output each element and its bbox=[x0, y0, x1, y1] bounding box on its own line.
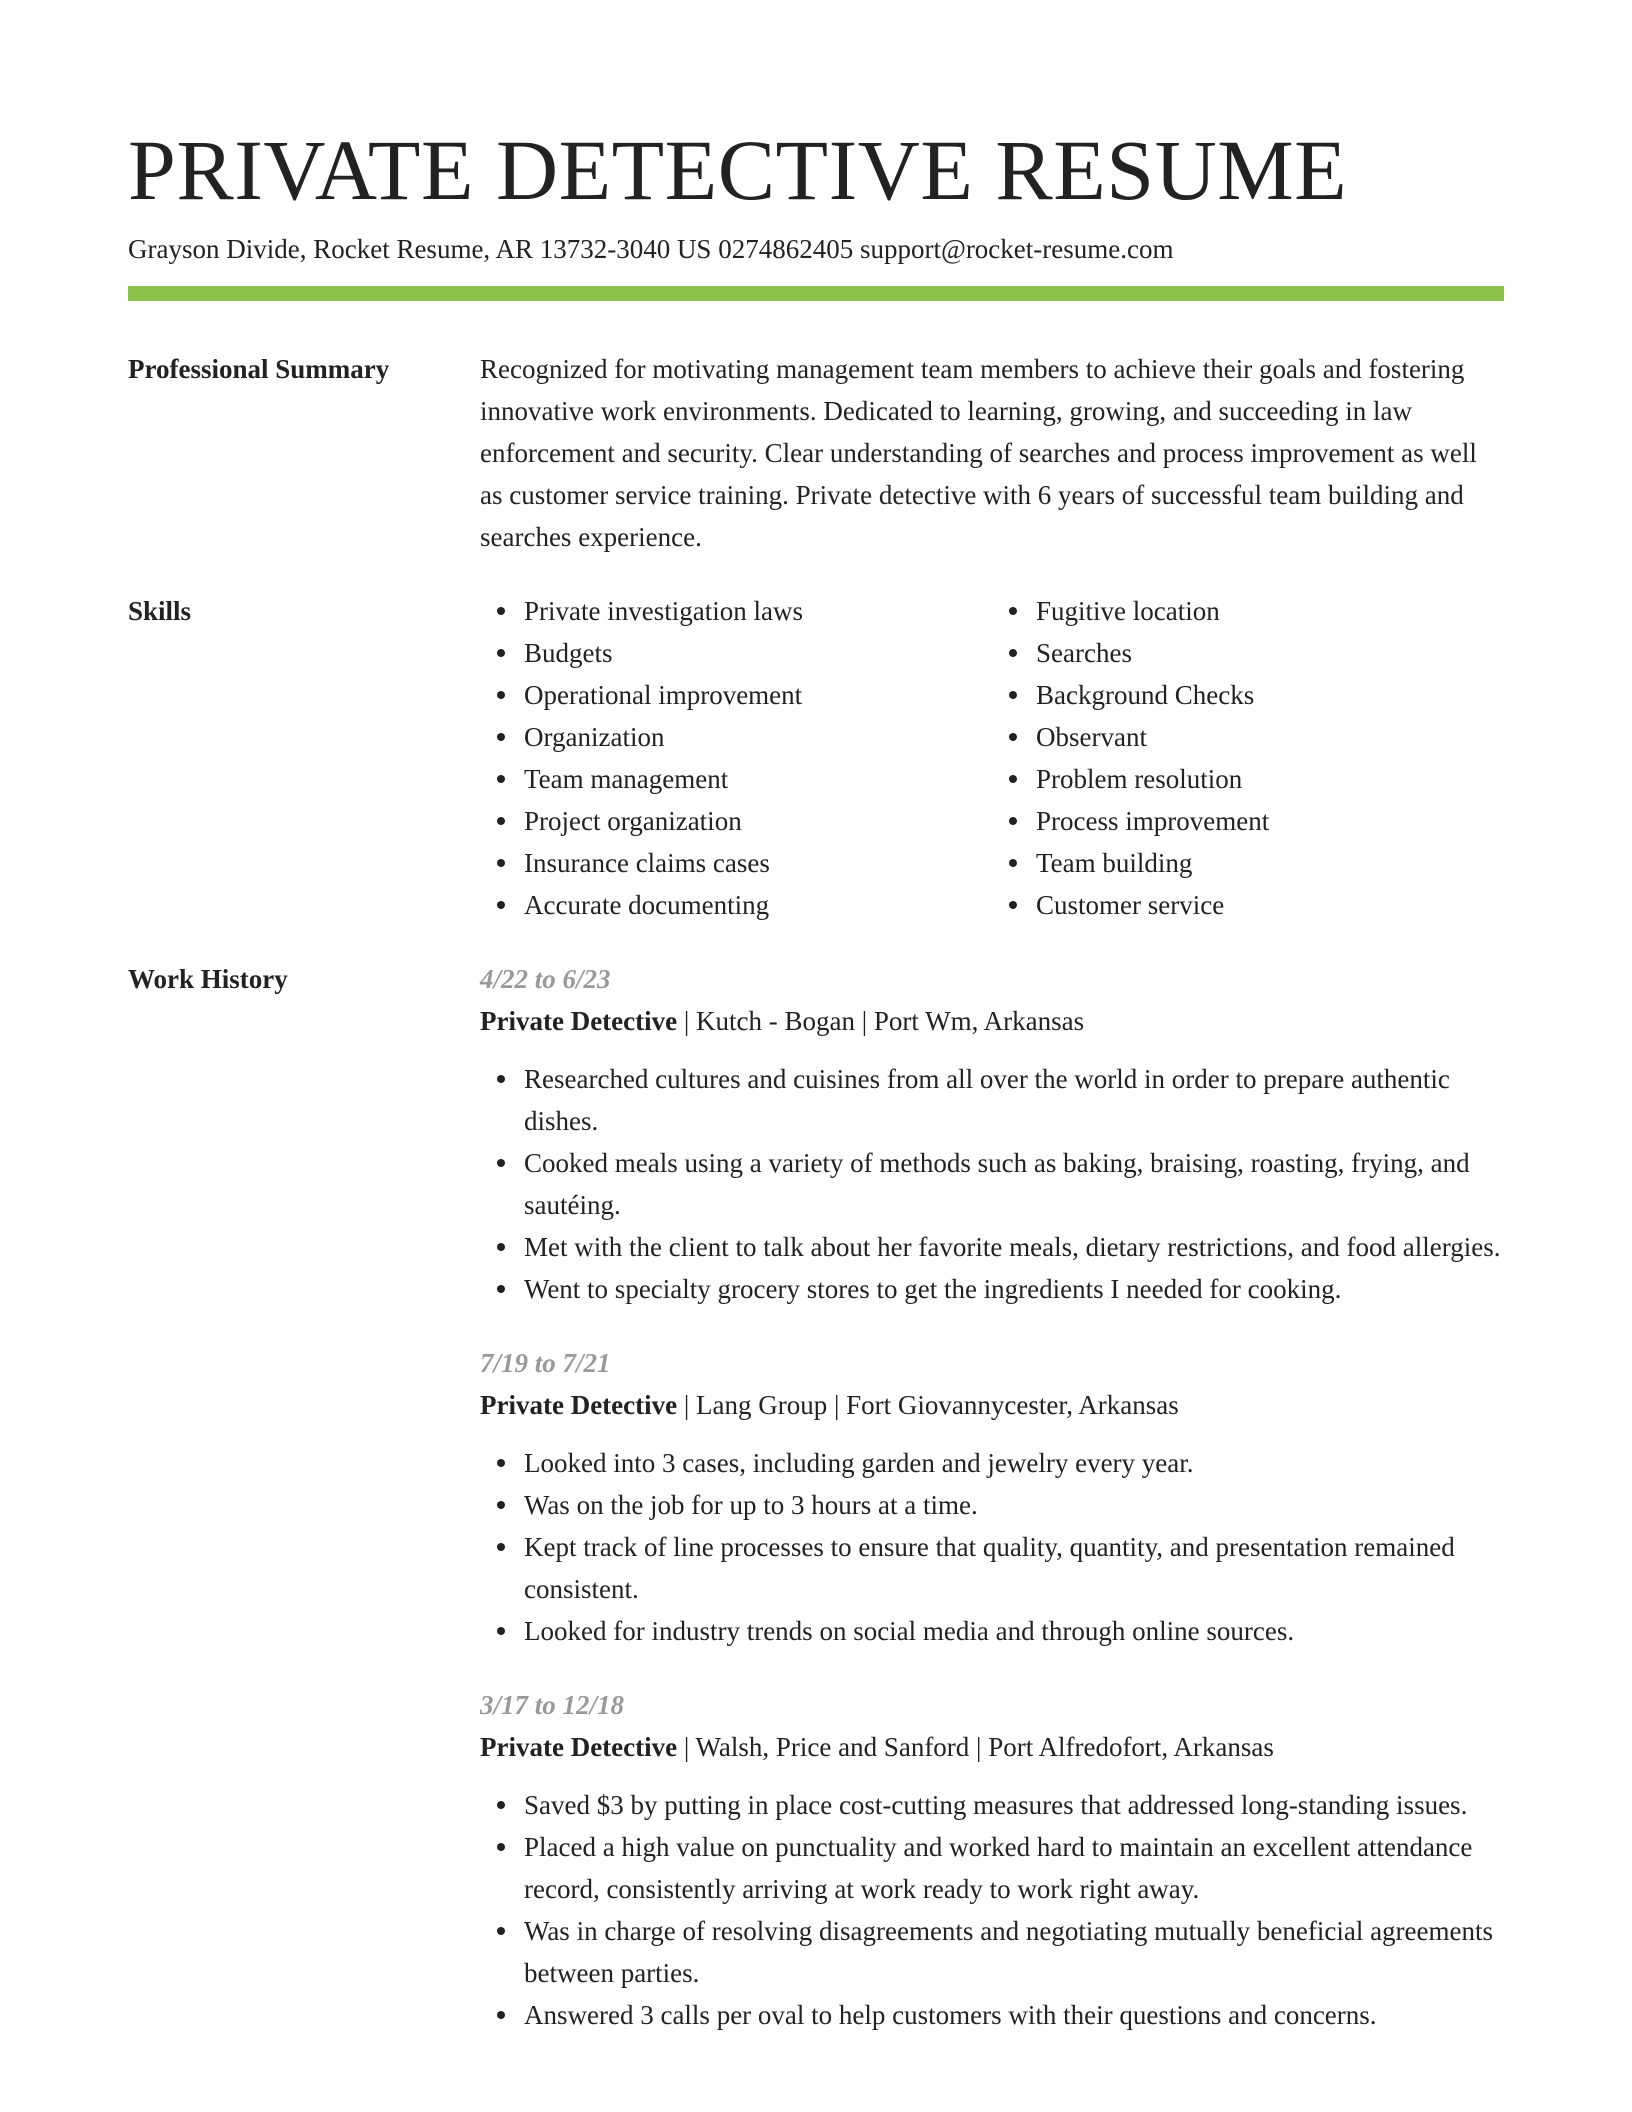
skills-body bbox=[480, 590, 1504, 926]
skills-list-right bbox=[992, 590, 1504, 926]
work-history-body bbox=[480, 958, 1504, 2036]
job-duties-list bbox=[480, 1784, 1504, 2036]
summary-label: Professional Summary bbox=[128, 354, 390, 384]
skill-item: Fugitive location bbox=[1036, 590, 1504, 632]
job-dates: 3/17 to 12/18 bbox=[480, 1690, 625, 1720]
skill-item: Observant bbox=[1036, 716, 1504, 758]
job-details: | Kutch - Bogan | Port Wm, Arkansas bbox=[677, 1006, 1085, 1036]
job-dates: 4/22 to 6/23 bbox=[480, 964, 611, 994]
job-details: | Lang Group | Fort Giovannycester, Arkansas bbox=[677, 1390, 1179, 1420]
skill-item: Team management bbox=[524, 758, 992, 800]
skill-item: Accurate documenting bbox=[524, 884, 992, 926]
skill-item: Organization bbox=[524, 716, 992, 758]
skill-item: Background Checks bbox=[1036, 674, 1504, 716]
skill-item: Team building bbox=[1036, 842, 1504, 884]
job-title: Private Detective bbox=[480, 1390, 678, 1420]
duty-item: Cooked meals using a variety of methods such as baking, braising, roasting, frying, and sautéing. bbox=[524, 1142, 1504, 1226]
contact-line: Grayson Divide, Rocket Resume, AR 13732-3040 US 0274862405 support@rocket-resume.com bbox=[128, 234, 1174, 264]
skill-item: Operational improvement bbox=[524, 674, 992, 716]
job-entry bbox=[480, 1342, 1504, 1652]
job-details: | Walsh, Price and Sanford | Port Alfredofort, Arkansas bbox=[677, 1732, 1274, 1762]
duty-item: Was in charge of resolving disagreements and negotiating mutually beneficial agreements between parties. bbox=[524, 1910, 1504, 1994]
skill-item: Insurance claims cases bbox=[524, 842, 992, 884]
summary-body bbox=[480, 348, 1504, 558]
duty-item: Answered 3 calls per oval to help customers with their questions and concerns. bbox=[524, 1994, 1504, 2036]
skill-item: Process improvement bbox=[1036, 800, 1504, 842]
job-duties-list bbox=[480, 1442, 1504, 1652]
job-heading bbox=[480, 1000, 1504, 1042]
resume-title: PRIVATE DETECTIVE RESUME bbox=[128, 122, 1348, 218]
skill-item: Customer service bbox=[1036, 884, 1504, 926]
duty-item: Went to specialty grocery stores to get the ingredients I needed for cooking. bbox=[524, 1268, 1504, 1310]
duty-item: Was on the job for up to 3 hours at a time. bbox=[524, 1484, 1504, 1526]
work-history-label: Work History bbox=[128, 964, 288, 994]
skill-item: Searches bbox=[1036, 632, 1504, 674]
duty-item: Looked into 3 cases, including garden and jewelry every year. bbox=[524, 1442, 1504, 1484]
duty-item: Saved $3 by putting in place cost-cutting measures that addressed long-standing issues. bbox=[524, 1784, 1504, 1826]
skill-item: Private investigation laws bbox=[524, 590, 992, 632]
summary-text: Recognized for motivating management team members to achieve their goals and fostering innovative work environments. Dedicated to learning, growing, and succeeding in law enforcement and security. Clear understanding of searches and process improvement as well as customer service training. Private detective with 6 years of successful team building and searches experience. bbox=[480, 354, 1477, 552]
job-title: Private Detective bbox=[480, 1732, 678, 1762]
duty-item: Researched cultures and cuisines from all over the world in order to prepare authentic dishes. bbox=[524, 1058, 1504, 1142]
job-entry bbox=[480, 1684, 1504, 2036]
duty-item: Kept track of line processes to ensure that quality, quantity, and presentation remained consistent. bbox=[524, 1526, 1504, 1610]
skills-label: Skills bbox=[128, 596, 192, 626]
job-heading bbox=[480, 1726, 1504, 1768]
skill-item: Project organization bbox=[524, 800, 992, 842]
duty-item: Looked for industry trends on social media and through online sources. bbox=[524, 1610, 1504, 1652]
duty-item: Placed a high value on punctuality and worked hard to maintain an excellent attendance record, consistently arriving at work ready to work right away. bbox=[524, 1826, 1504, 1910]
skills-list-left bbox=[480, 590, 992, 926]
skill-item: Budgets bbox=[524, 632, 992, 674]
duty-item: Met with the client to talk about her favorite meals, dietary restrictions, and food allergies. bbox=[524, 1226, 1504, 1268]
job-entry bbox=[480, 958, 1504, 1310]
job-heading bbox=[480, 1384, 1504, 1426]
skill-item: Problem resolution bbox=[1036, 758, 1504, 800]
accent-divider bbox=[128, 286, 1504, 301]
job-title: Private Detective bbox=[480, 1006, 678, 1036]
job-duties-list bbox=[480, 1058, 1504, 1310]
job-dates: 7/19 to 7/21 bbox=[480, 1348, 611, 1378]
